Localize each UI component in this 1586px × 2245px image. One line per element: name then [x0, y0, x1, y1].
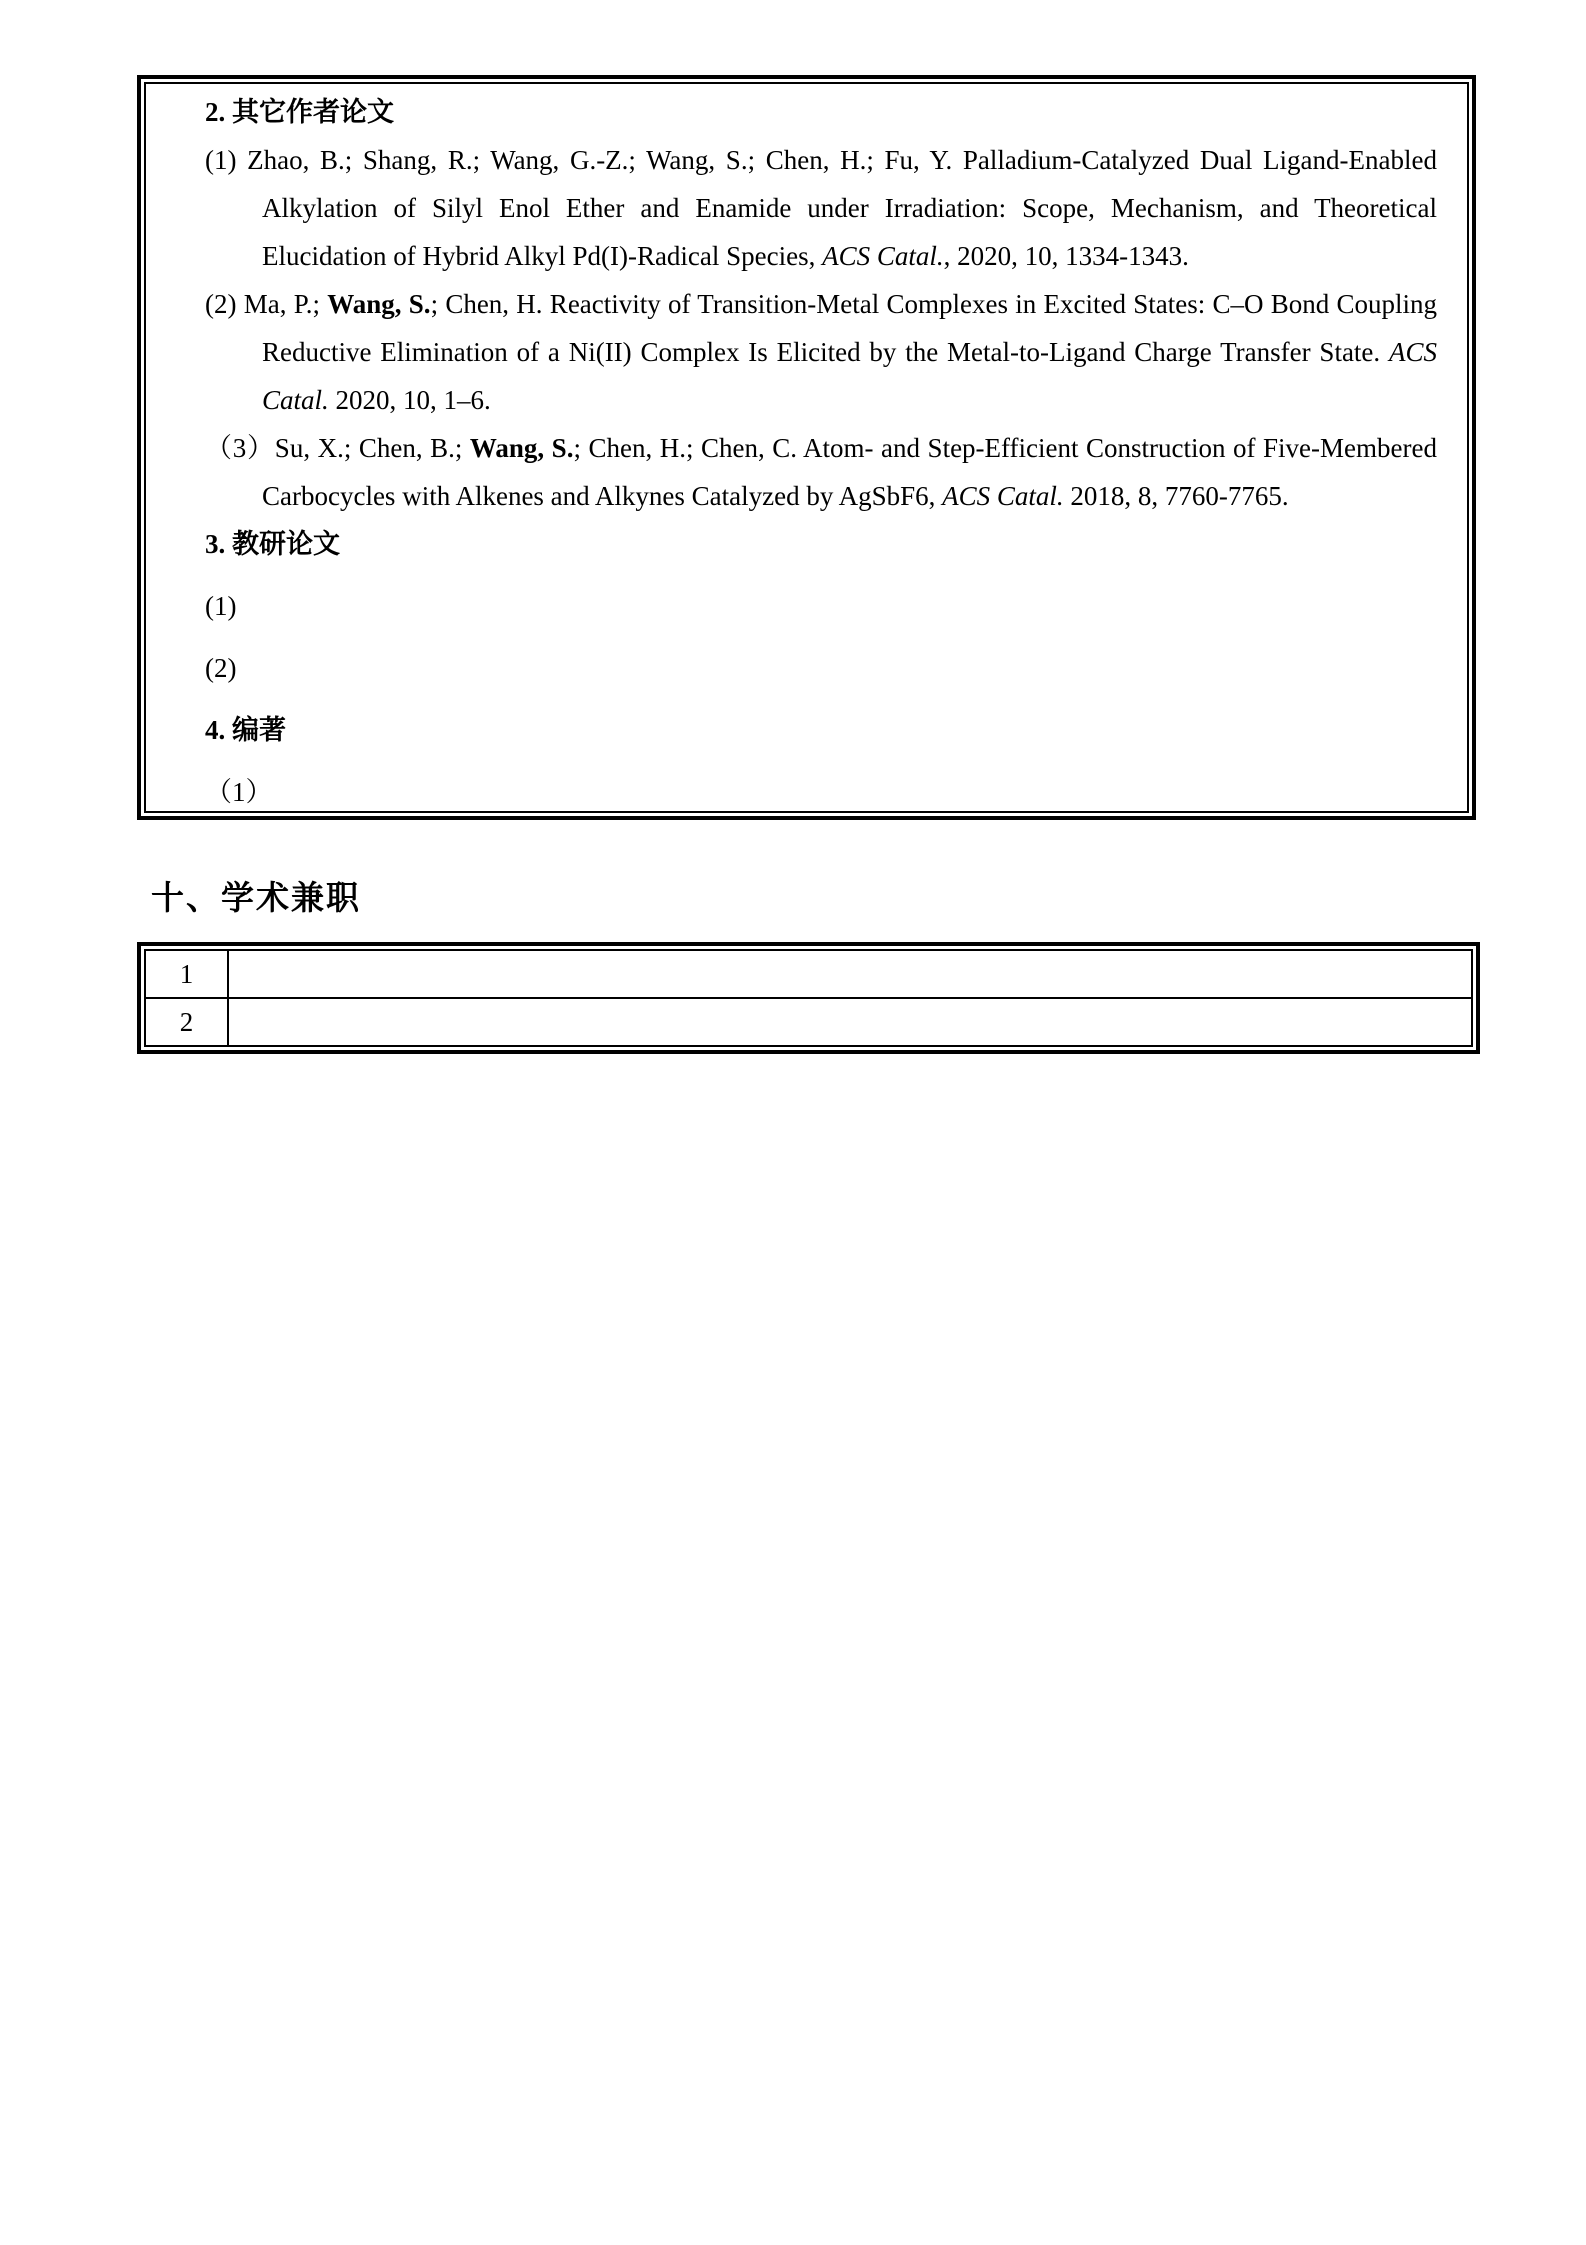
publications-box [137, 75, 1476, 820]
citation-2: (2) Ma, P.; Wang, S.; Chen, H. Reactivity of Transition-Metal Complexes in Excited States: C–O Bond Coupling Reductive Elimination of a Ni(II) Complex Is Elicited by the Metal-to-Ligand Charge Transfer State. ACS Catal. 2020, 10, 1–6. [205, 289, 1438, 415]
publications-box-inner [144, 82, 1469, 813]
section-title-academic-positions: 十、学术兼职 [151, 881, 361, 917]
academic-positions-table [137, 942, 1480, 1054]
teaching-paper-item-2: (2) [205, 653, 237, 683]
table-row-2 [146, 999, 1471, 1045]
citation-1: (1) Zhao, B.; Shang, R.; Wang, G.-Z.; Wang, S.; Chen, H.; Fu, Y. Palladium-Catalyzed Dual Ligand-Enabled Alkylation of Silyl Enol Ether and Enamide under Irradiation: Scope, Mechanism, and Theoretical Elucidation of Hybrid Alkyl Pd(I)-Radical Species, ACS Catal., 2020, 10, 1334-1343. [205, 145, 1437, 271]
row-2-number: 2 [146, 999, 229, 1045]
row-1-content [229, 951, 1471, 997]
row-1-number: 1 [146, 951, 229, 997]
section-heading-other-author-papers: 2. 其它作者论文 [205, 97, 394, 127]
table-row-1 [146, 951, 1471, 999]
edited-book-item-1: （1） [205, 777, 273, 807]
section-heading-edited-books: 4. 编著 [205, 715, 286, 745]
row-2-content [229, 999, 1471, 1045]
teaching-paper-item-1: (1) [205, 591, 237, 621]
section-heading-teaching-papers: 3. 教研论文 [205, 529, 340, 559]
academic-positions-table-inner [144, 949, 1473, 1047]
citation-3: （3）Su, X.; Chen, B.; Wang, S.; Chen, H.; Chen, C. Atom- and Step-Efficient Construction of Five-Membered Carbocycles with Alkenes and Alkynes Catalyzed by AgSbF6, ACS Catal. 2018, 8, 7760-7765. [205, 433, 1437, 511]
